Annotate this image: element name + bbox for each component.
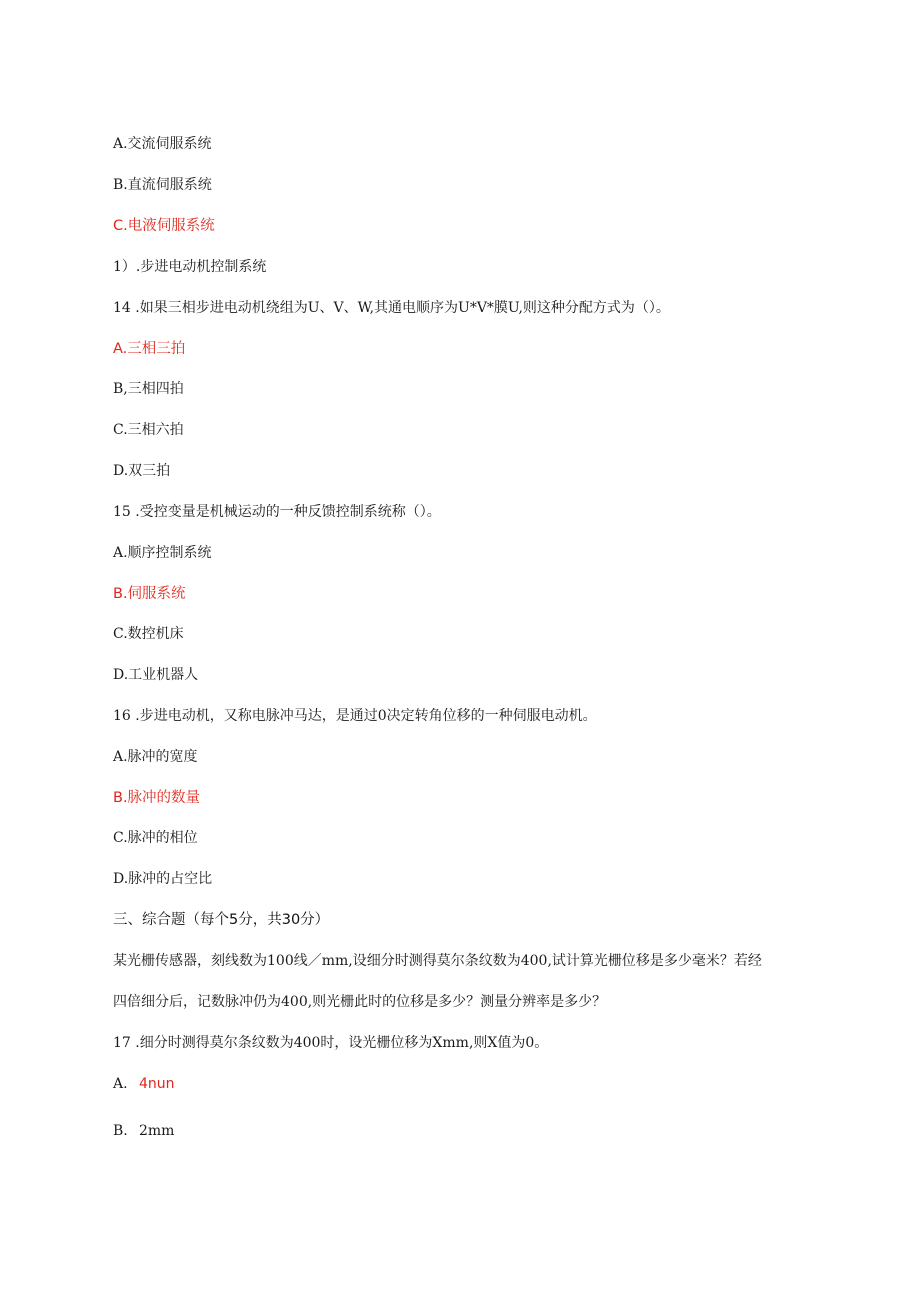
q15-option-d: D.工业机器人: [113, 667, 199, 683]
q16-option-b-correct: B.脉冲的数量: [113, 790, 201, 806]
q16-option-d: D.脉冲的占空比: [113, 871, 213, 887]
q15-stem: 15 .受控变量是机械运动的一种反馈控制系统称（）。: [113, 504, 441, 520]
problem-paragraph-line1: 某光栅传感器，刻线数为100线／mm,设细分时测得莫尔条纹数为400,试计算光栅位移是多少毫米？若经: [113, 953, 762, 969]
q17-option-a: [113, 1074, 175, 1094]
q14-stem: 14 .如果三相步进电动机绕组为U、V、W,其通电顺序为U*V*膜U,则这种分配方式为（）。: [113, 300, 670, 316]
q13-option-b: B.直流伺服系统: [113, 177, 212, 193]
q17-option-a-value-correct: 4nun: [139, 1076, 175, 1092]
q17-option-b: [113, 1121, 174, 1141]
section-heading: 三、综合题（每个5分，共30分）: [113, 912, 330, 928]
q14-option-d: D.双三拍: [113, 463, 171, 479]
q17-stem: 17 .细分时测得莫尔条纹数为400时，设光栅位移为Xmm,则X值为0。: [113, 1035, 549, 1051]
q13-option-c-correct: C.电液伺服系统: [113, 218, 215, 234]
q13-option-d: 1）.步进电动机控制系统: [113, 259, 267, 275]
q13-option-a: A.交流伺服系统: [113, 136, 212, 152]
q14-option-b: B,三相四拍: [113, 381, 184, 397]
q16-option-a: A.脉冲的宽度: [113, 749, 198, 765]
q17-option-a-label: A.: [113, 1076, 128, 1092]
q14-option-c: C.三相六拍: [113, 422, 184, 438]
problem-paragraph-line2: 四倍细分后，记数脉冲仍为400,则光栅此时的位移是多少？测量分辨率是多少？: [113, 994, 607, 1010]
q14-option-a-correct: A.三相三拍: [113, 341, 186, 357]
q17-option-b-label: B.: [113, 1123, 128, 1139]
q16-option-c: C.脉冲的相位: [113, 830, 198, 846]
q15-option-b-correct: B.伺服系统: [113, 586, 186, 602]
q16-stem: 16 .步进电动机，又称电脉冲马达，是通过0决定转角位移的一种伺服电动机。: [113, 708, 597, 724]
q15-option-c: C.数控机床: [113, 626, 184, 642]
q15-option-a: A.顺序控制系统: [113, 545, 212, 561]
q17-option-b-value: 2mm: [139, 1123, 175, 1139]
